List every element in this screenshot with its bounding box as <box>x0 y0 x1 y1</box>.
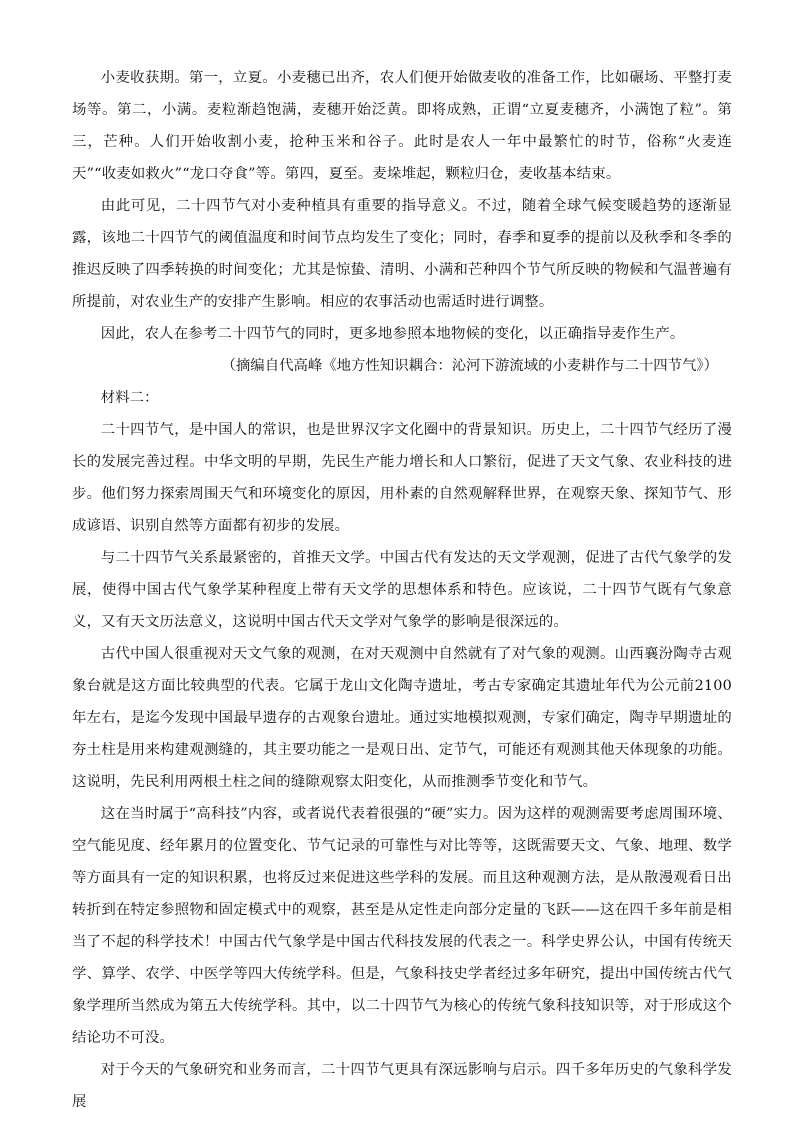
article-body <box>72 62 732 1118</box>
paragraph-high-tech: 这在当时属于“高科技”内容，或者说代表着很强的“硬”实力。因为这样的观测需要考虑周围环境、空气能见度、经年累月的位置变化、节气记录的可靠性与对比等等，这既需要天文、气象、地理、数学等方面具有一定的知识积累，也将反过来促进这些学科的发展。而且这种观测方法，是从散漫观看日出转折到在特定参照物和固定模式中的观察，甚至是从定性走向部分定量的飞跃——这在四千多年前是相当了不起的科学技术！中国古代气象学是中国古代科技发展的代表之一。科学史界公认，中国有传统天学、算学、农学、中医学等四大传统学科。但是，气象科技史学者经过多年研究，提出中国传统古代气象学理所当然成为第五大传统学科。其中，以二十四节气为核心的传统气象科技知识等，对于形成这个结论功不可没。 <box>72 806 732 1046</box>
paragraph-guidance: 由此可见，二十四节气对小麦种植具有重要的指导意义。不过，随着全球气候变暖趋势的逐渐显露，该地二十四节气的阈值温度和时间节点均发生了变化；同时，春季和夏季的提前以及秋季和冬季的推迟反映了四季转换的时间变化；尤其是惊蛰、清明、小满和芒种四个节气所反映的物候和气温普遍有所提前，对农业生产的安排产生影响。相应的农事活动也需适时进行调整。 <box>72 198 732 310</box>
paragraph-astronomy: 与二十四节气关系最紧密的，首推天文学。中国古代有发达的天文学观测，促进了古代气象学的发展，使得中国古代气象学某种程度上带有天文学的思想体系和特色。应该说，二十四节气既有气象意义，又有天文历法意义，这说明中国古代天文学对气象学的影响是很深远的。 <box>72 550 732 630</box>
paragraph-common-knowledge: 二十四节气，是中国人的常识，也是世界汉字文化圈中的背景知识。历史上，二十四节气经历了漫长的发展完善过程。中华文明的早期，先民生产能力增长和人口繁衍，促进了天文气象、农业科技的进步。他们努力探索周围天气和环境变化的原因，用朴素的自然观解释世界，在观察天象、探知节气、形成谚语、识别自然等方面都有初步的发展。 <box>72 422 732 534</box>
paragraph-modern-impact: 对于今天的气象研究和业务而言，二十四节气更具有深远影响与启示。四千多年历史的气象科学发展 <box>72 1062 732 1110</box>
paragraph-wheat-harvest: 小麦收获期。第一，立夏。小麦穗已出齐，农人们便开始做麦收的准备工作，比如碾场、平整打麦场等。第二，小满。麦粒渐趋饱满，麦穗开始泛黄。即将成熟，正谓“立夏麦穗齐，小满饱了粒”。第三，芒种。人们开始收割小麦，抢种玉米和谷子。此时是农人一年中最繁忙的时节，俗称“火麦连天”“收麦如救火”“龙口夺食”等。第四，夏至。麦垛堆起，颗粒归仓，麦收基本结束。 <box>72 70 732 182</box>
paragraph-taosi-observatory: 古代中国人很重视对天文气象的观测，在对天观测中自然就有了对气象的观测。山西襄汾陶寺古观象台就是这方面比较典型的代表。它属于龙山文化陶寺遗址，考古专家确定其遗址年代为公元前2100年左右，是迄今发现中国最早遗存的古观象台遗址。通过实地模拟观测，专家们确定，陶寺早期遗址的夯土柱是用来构建观测缝的，其主要功能之一是观日出、定节气，可能还有观测其他天体现象的功能。这说明，先民利用两根土柱之间的缝隙观察太阳变化，从而推测季节变化和节气。 <box>72 646 732 790</box>
material-two-heading: 材料二： <box>100 390 159 406</box>
paragraph-conclusion: 因此，农人在参考二十四节气的同时，更多地参照本地物候的变化，以正确指导麦作生产。 <box>100 326 685 342</box>
source-citation: （摘编自代高峰《地方性知识耦合：沁河下游流域的小麦耕作与二十四节气》） <box>221 358 718 374</box>
